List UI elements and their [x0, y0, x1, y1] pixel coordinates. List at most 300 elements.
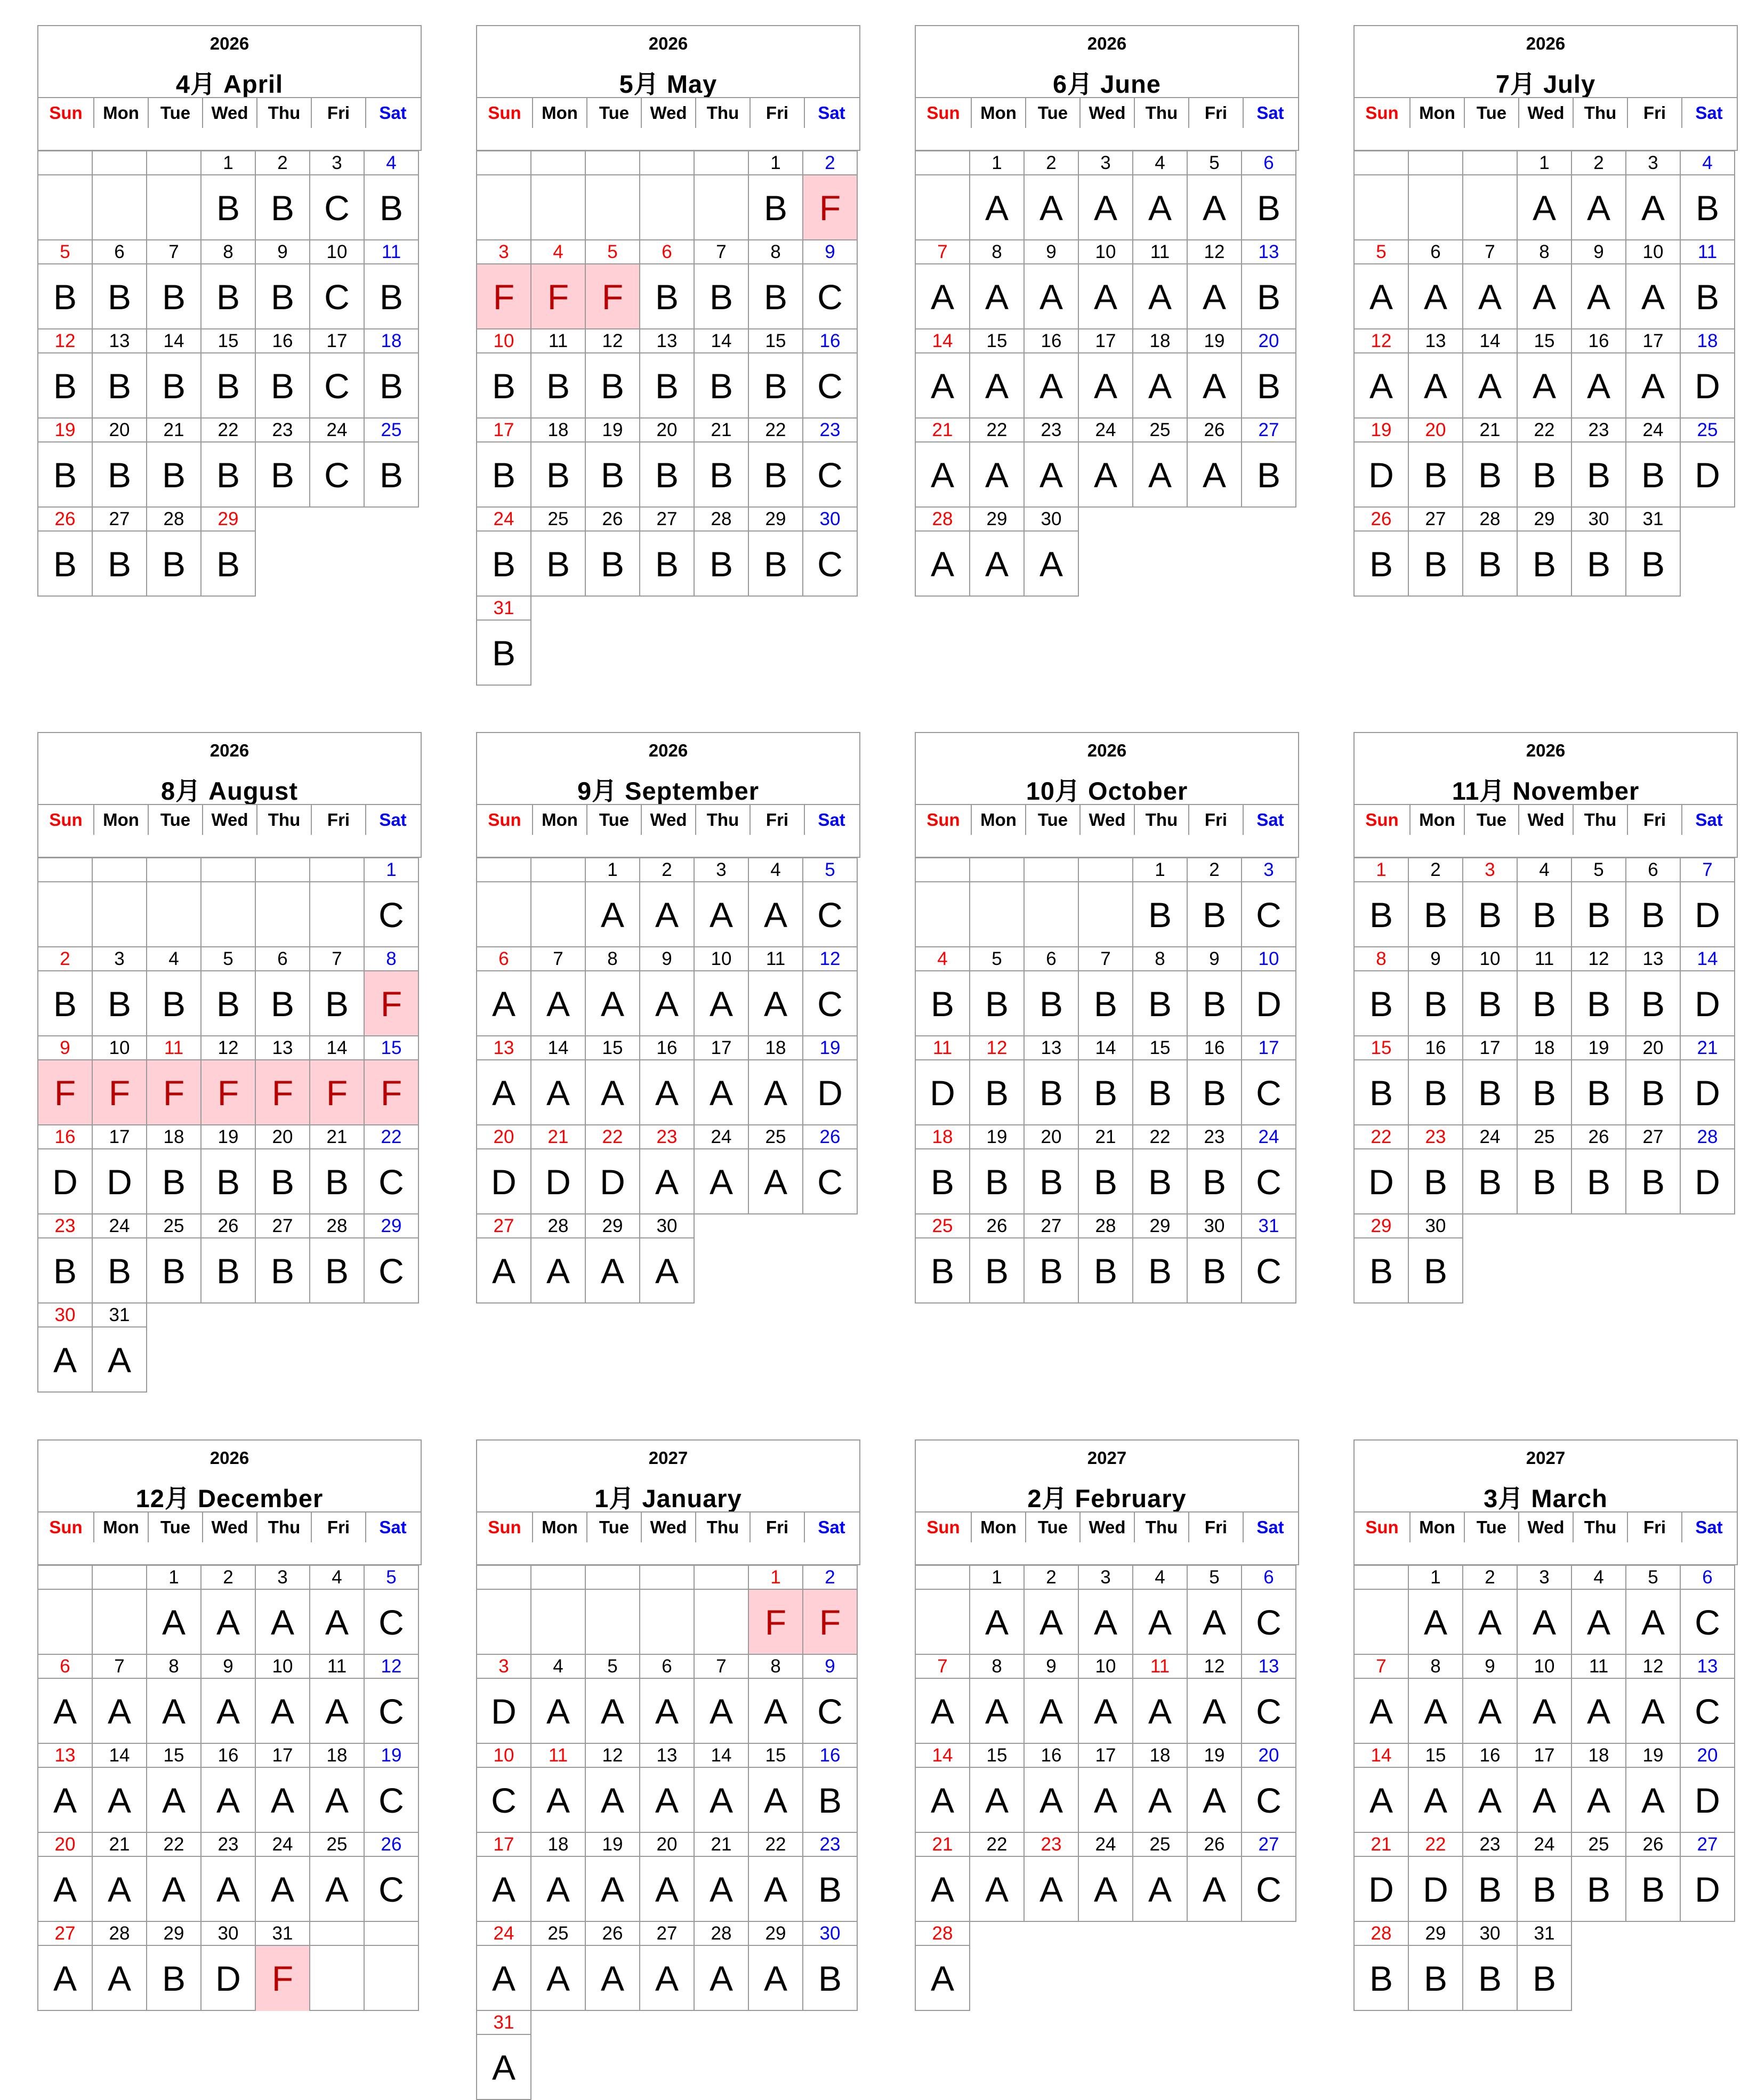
- weekday-wed: Wed: [202, 805, 256, 835]
- day-number: 25: [1681, 419, 1734, 442]
- schedule-code: [147, 882, 200, 947]
- schedule-code: B: [1478, 1959, 1502, 1998]
- day-cell: [92, 1743, 147, 1833]
- day-cell: [1132, 328, 1188, 419]
- schedule-code: B: [1423, 984, 1448, 1024]
- month-title: 12月 December: [135, 1484, 324, 1512]
- schedule-code: A: [491, 2048, 516, 2087]
- day-cell: [1078, 1124, 1133, 1214]
- schedule-code: A: [1641, 188, 1665, 228]
- day-number: 5: [803, 858, 857, 882]
- year-label: 2026: [1087, 34, 1127, 53]
- day-number: 26: [1188, 419, 1241, 442]
- schedule-code: D: [545, 1162, 571, 1202]
- day-number: 4: [749, 858, 802, 882]
- day-number: 22: [970, 1833, 1023, 1857]
- schedule-code: [93, 175, 146, 240]
- day-cell: [364, 1213, 419, 1304]
- day-cell: [530, 1921, 586, 2011]
- day-number: [1025, 858, 1078, 882]
- schedule-code: B: [1256, 188, 1281, 228]
- schedule-code: A: [491, 1959, 516, 1998]
- day-cell: [1625, 1124, 1681, 1214]
- day-cell: [1680, 1124, 1735, 1214]
- day-cell: [1680, 1743, 1735, 1833]
- weekday-tue: Tue: [586, 98, 641, 128]
- day-cell: [1625, 1832, 1681, 1922]
- day-number: 17: [1242, 1036, 1295, 1060]
- empty-cell: [200, 857, 256, 947]
- schedule-code: B: [325, 1251, 349, 1291]
- day-number: 17: [695, 1036, 748, 1060]
- day-cell: [200, 1035, 256, 1125]
- schedule-code: [531, 1590, 585, 1655]
- day-number: 9: [1572, 240, 1625, 264]
- schedule-code: B: [1641, 544, 1665, 584]
- day-number: 27: [1025, 1214, 1078, 1238]
- day-cell: [969, 417, 1025, 508]
- day-number: 3: [256, 1566, 309, 1590]
- schedule-code: B: [818, 1781, 842, 1820]
- day-number: 22: [202, 419, 255, 442]
- day-cell: [1023, 150, 1079, 240]
- schedule-code: C: [1256, 1251, 1282, 1291]
- day-number: 31: [1518, 1922, 1571, 1946]
- day-number: 10: [93, 1036, 146, 1060]
- schedule-code: C: [1256, 1781, 1282, 1820]
- month-header: [37, 25, 422, 151]
- schedule-code: C: [378, 1603, 404, 1642]
- day-cell: [694, 1743, 749, 1833]
- day-cell: [1353, 1654, 1409, 1744]
- schedule-code: A: [1093, 277, 1118, 317]
- day-number: 23: [803, 419, 857, 442]
- day-number: 22: [365, 1125, 418, 1149]
- day-number: 16: [38, 1125, 92, 1149]
- day-cell: [1680, 1035, 1735, 1125]
- weekday-thu: Thu: [1134, 805, 1188, 835]
- weekday-sun: Sun: [926, 1517, 960, 1537]
- day-number: 8: [1518, 240, 1571, 264]
- schedule-code: A: [53, 1340, 77, 1380]
- day-cell: [639, 1124, 695, 1214]
- schedule-code: A: [930, 1781, 955, 1820]
- schedule-code: [477, 882, 530, 947]
- day-number: 21: [147, 419, 200, 442]
- day-cell: [1241, 1832, 1296, 1922]
- day-number: 16: [1188, 1036, 1241, 1060]
- day-number: 19: [1355, 419, 1408, 442]
- month-title: 10月 October: [1026, 777, 1188, 805]
- schedule-code: A: [162, 1870, 186, 1909]
- weekday-sat: Sat: [365, 98, 420, 128]
- schedule-code: A: [1093, 1870, 1118, 1909]
- day-number: 27: [1409, 508, 1462, 532]
- schedule-code: A: [53, 1781, 77, 1820]
- month-header: [1353, 25, 1738, 151]
- day-number: 19: [1572, 1036, 1625, 1060]
- day-number: 14: [916, 1744, 969, 1768]
- weekday-mon: Mon: [971, 1512, 1025, 1542]
- schedule-code: C: [1256, 1162, 1282, 1202]
- schedule-code: F: [256, 1060, 309, 1125]
- schedule-code: A: [1641, 1692, 1665, 1731]
- schedule-code: A: [709, 1073, 734, 1113]
- day-number: 20: [1242, 329, 1295, 353]
- day-number: 1: [202, 151, 255, 175]
- day-cell: [802, 857, 858, 947]
- schedule-code: A: [1423, 1692, 1448, 1731]
- schedule-code: B: [818, 1959, 842, 1998]
- schedule-code: [1463, 175, 1517, 240]
- schedule-code: A: [985, 455, 1009, 495]
- day-number: 25: [1133, 419, 1187, 442]
- schedule-code: B: [1478, 984, 1502, 1024]
- day-cell: [802, 1921, 858, 2011]
- day-cell: [1187, 946, 1242, 1036]
- schedule-code: B: [1586, 455, 1611, 495]
- day-number: 11: [916, 1036, 969, 1060]
- schedule-code: B: [1369, 544, 1393, 584]
- day-cell: [694, 1832, 749, 1922]
- day-cell: [530, 1213, 586, 1304]
- schedule-code: A: [763, 1073, 788, 1113]
- schedule-code: C: [1256, 895, 1282, 935]
- empty-cell: [915, 150, 970, 240]
- day-cell: [200, 417, 256, 508]
- schedule-code: A: [491, 1251, 516, 1291]
- schedule-code: B: [379, 277, 404, 317]
- day-cell: [476, 1654, 531, 1744]
- day-cell: [1625, 417, 1681, 508]
- day-number: 7: [1355, 1655, 1408, 1679]
- day-number: 26: [970, 1214, 1023, 1238]
- day-number: 1: [970, 1566, 1023, 1590]
- schedule-code: B: [1369, 1251, 1393, 1291]
- day-cell: [37, 1124, 93, 1214]
- schedule-code: B: [709, 544, 734, 584]
- day-cell: [748, 239, 803, 329]
- day-number: 9: [1409, 947, 1462, 971]
- day-cell: [255, 1124, 310, 1214]
- day-cell: [1078, 1565, 1133, 1655]
- weekday-thu: Thu: [1573, 805, 1627, 835]
- weekday-sun: Sun: [926, 103, 960, 123]
- day-cell: [146, 1832, 202, 1922]
- empty-cell: [92, 857, 147, 947]
- day-number: 29: [749, 1922, 802, 1946]
- schedule-code: A: [53, 1959, 77, 1998]
- day-number: 22: [1409, 1833, 1462, 1857]
- schedule-code: A: [709, 895, 734, 935]
- weekday-sun: Sun: [488, 103, 521, 123]
- day-number: 15: [1409, 1744, 1462, 1768]
- day-cell: [915, 946, 970, 1036]
- schedule-code: A: [1039, 1603, 1063, 1642]
- day-cell: [1187, 328, 1242, 419]
- day-cell: [1132, 1035, 1188, 1125]
- schedule-code: B: [53, 544, 77, 584]
- schedule-code: A: [1532, 1692, 1557, 1731]
- day-number: 3: [477, 1655, 530, 1679]
- day-cell: [255, 1565, 310, 1655]
- day-number: 2: [803, 151, 857, 175]
- day-cell: [1023, 1124, 1079, 1214]
- schedule-code: B: [930, 984, 955, 1024]
- day-number: 30: [38, 1304, 92, 1327]
- weekday-sat: Sat: [1681, 805, 1736, 835]
- weekday-sat: Sat: [804, 1512, 858, 1542]
- day-cell: [802, 1565, 858, 1655]
- day-number: 1: [1355, 858, 1408, 882]
- day-number: 2: [1025, 1566, 1078, 1590]
- day-number: 10: [310, 240, 364, 264]
- day-number: 28: [310, 1214, 364, 1238]
- day-cell: [802, 1124, 858, 1214]
- weekday-mon: Mon: [93, 1512, 148, 1542]
- day-number: 4: [531, 1655, 585, 1679]
- schedule-code: C: [491, 1781, 517, 1820]
- schedule-code: B: [107, 277, 132, 317]
- day-number: 14: [916, 329, 969, 353]
- day-number: 24: [93, 1214, 146, 1238]
- day-number: 26: [1626, 1833, 1680, 1857]
- schedule-code: C: [817, 366, 843, 406]
- day-number: 13: [38, 1744, 92, 1768]
- schedule-code: A: [600, 895, 625, 935]
- schedule-code: A: [1202, 188, 1227, 228]
- day-number: 24: [1518, 1833, 1571, 1857]
- day-number: 22: [970, 419, 1023, 442]
- day-number: 25: [365, 419, 418, 442]
- schedule-code: B: [1423, 1073, 1448, 1113]
- day-number: 27: [1242, 419, 1295, 442]
- day-number: 2: [202, 1566, 255, 1590]
- day-number: 5: [1572, 858, 1625, 882]
- day-number: [93, 1566, 146, 1590]
- schedule-code: A: [1586, 277, 1611, 317]
- schedule-code: B: [763, 544, 788, 584]
- schedule-code: A: [1148, 1781, 1172, 1820]
- day-cell: [1353, 239, 1409, 329]
- day-cell: [476, 1832, 531, 1922]
- schedule-code: A: [930, 544, 955, 584]
- day-number: 30: [1463, 1922, 1517, 1946]
- day-number: 16: [1025, 1744, 1078, 1768]
- schedule-code: A: [1093, 366, 1118, 406]
- day-cell: [1462, 1921, 1518, 2011]
- year-label: 2026: [1526, 34, 1566, 53]
- day-number: 3: [477, 240, 530, 264]
- month-title: 6月 June: [1053, 70, 1161, 98]
- day-number: 27: [1242, 1833, 1295, 1857]
- day-number: 13: [1681, 1655, 1734, 1679]
- day-number: 1: [147, 1566, 200, 1590]
- day-number: 19: [38, 419, 92, 442]
- day-cell: [476, 239, 531, 329]
- weekday-sat: Sat: [365, 1512, 420, 1542]
- empty-cell: [530, 1565, 586, 1655]
- day-number: 12: [1188, 240, 1241, 264]
- schedule-code: C: [324, 455, 350, 495]
- schedule-code: D: [1368, 455, 1394, 495]
- day-cell: [1680, 946, 1735, 1036]
- day-cell: [530, 1654, 586, 1744]
- day-number: 11: [749, 947, 802, 971]
- day-number: [365, 1922, 418, 1946]
- schedule-code: D: [491, 1692, 517, 1731]
- day-number: 14: [531, 1036, 585, 1060]
- day-cell: [1571, 1035, 1626, 1125]
- day-number: 16: [256, 329, 309, 353]
- weekday-thu: Thu: [1134, 98, 1188, 128]
- day-cell: [969, 1832, 1025, 1922]
- empty-cell: [92, 150, 147, 240]
- day-cell: [1680, 239, 1735, 329]
- day-number: [477, 151, 530, 175]
- day-cell: [1462, 506, 1518, 597]
- day-number: 13: [1242, 240, 1295, 264]
- day-number: 10: [1079, 1655, 1132, 1679]
- schedule-code: B: [216, 1251, 240, 1291]
- schedule-code: [531, 175, 585, 240]
- weekday-sat: Sat: [1243, 98, 1297, 128]
- day-number: [1409, 151, 1462, 175]
- day-cell: [364, 150, 419, 240]
- day-number: [916, 1566, 969, 1590]
- day-number: 25: [1133, 1833, 1187, 1857]
- weekday-mon: Mon: [93, 98, 148, 128]
- weekday-tue: Tue: [1464, 1512, 1518, 1542]
- day-number: 12: [1626, 1655, 1680, 1679]
- schedule-code: A: [546, 1870, 570, 1909]
- day-number: 22: [586, 1125, 639, 1149]
- schedule-code: A: [1202, 455, 1227, 495]
- day-cell: [1132, 1743, 1188, 1833]
- schedule-code: A: [930, 277, 955, 317]
- day-cell: [37, 239, 93, 329]
- day-number: 27: [477, 1214, 530, 1238]
- day-cell: [1462, 417, 1518, 508]
- day-cell: [364, 857, 419, 947]
- empty-cell: [530, 150, 586, 240]
- day-number: 3: [1518, 1566, 1571, 1590]
- schedule-code: A: [1423, 1781, 1448, 1820]
- schedule-code: B: [107, 366, 132, 406]
- day-number: 19: [970, 1125, 1023, 1149]
- empty-cell: [585, 1565, 640, 1655]
- schedule-code: D: [1695, 1162, 1720, 1202]
- weekday-fri: Fri: [1627, 98, 1681, 128]
- day-cell: [200, 1654, 256, 1744]
- schedule-code: [1079, 882, 1132, 947]
- day-number: 14: [1681, 947, 1734, 971]
- day-cell: [1078, 239, 1133, 329]
- schedule-code: B: [1202, 1251, 1227, 1291]
- weekday-mon: Mon: [971, 805, 1025, 835]
- day-cell: [915, 1124, 970, 1214]
- weekday-sun: Sun: [1365, 810, 1399, 830]
- day-cell: [1353, 328, 1409, 419]
- day-number: 8: [749, 240, 802, 264]
- day-cell: [146, 328, 202, 419]
- year-label: 2027: [648, 1448, 688, 1468]
- weekday-sat: Sat: [1243, 805, 1297, 835]
- year-label: 2026: [1087, 741, 1127, 760]
- schedule-code: A: [216, 1781, 240, 1820]
- schedule-code: [477, 1590, 530, 1655]
- month-header: [915, 25, 1299, 151]
- day-number: [916, 858, 969, 882]
- day-cell: [1517, 1654, 1572, 1744]
- schedule-code: A: [546, 984, 570, 1024]
- day-number: 12: [586, 329, 639, 353]
- day-cell: [802, 239, 858, 329]
- schedule-code: C: [378, 1781, 404, 1820]
- month-title: 5月 May: [619, 70, 718, 98]
- day-number: [916, 151, 969, 175]
- schedule-code: B: [216, 544, 240, 584]
- weekday-tue: Tue: [586, 805, 641, 835]
- day-cell: [1132, 1832, 1188, 1922]
- schedule-code: B: [1369, 895, 1393, 935]
- schedule-code: C: [1256, 1870, 1282, 1909]
- day-number: [586, 1566, 639, 1590]
- day-cell: [92, 1921, 147, 2011]
- schedule-code: A: [325, 1692, 349, 1731]
- day-number: 6: [477, 947, 530, 971]
- schedule-code: B: [709, 366, 734, 406]
- day-cell: [92, 239, 147, 329]
- day-cell: [255, 328, 310, 419]
- day-cell: [146, 1921, 202, 2011]
- schedule-code: B: [270, 188, 295, 228]
- day-number: 22: [749, 419, 802, 442]
- day-cell: [255, 1035, 310, 1125]
- schedule-code: [93, 882, 146, 947]
- day-number: 6: [1681, 1566, 1734, 1590]
- schedule-code: B: [1478, 1870, 1502, 1909]
- day-cell: [1187, 1565, 1242, 1655]
- day-number: [202, 858, 255, 882]
- day-cell: [37, 1035, 93, 1125]
- day-number: 6: [640, 240, 694, 264]
- day-number: 22: [1518, 419, 1571, 442]
- day-cell: [802, 1832, 858, 1922]
- day-cell: [200, 328, 256, 419]
- day-cell: [1353, 1124, 1409, 1214]
- day-cell: [255, 150, 310, 240]
- schedule-code: A: [1478, 366, 1502, 406]
- day-number: 2: [38, 947, 92, 971]
- schedule-code: B: [216, 366, 240, 406]
- schedule-code: A: [655, 1959, 679, 1998]
- day-number: 20: [1409, 419, 1462, 442]
- schedule-code: D: [1695, 984, 1720, 1024]
- day-number: 26: [1188, 1833, 1241, 1857]
- schedule-code: F: [202, 1060, 255, 1125]
- day-cell: [37, 328, 93, 419]
- day-number: 16: [803, 1744, 857, 1768]
- weekday-mon: Mon: [532, 805, 586, 835]
- schedule-code: A: [491, 1870, 516, 1909]
- day-number: 16: [1463, 1744, 1517, 1768]
- year-label: 2026: [1526, 741, 1566, 760]
- schedule-code: B: [1641, 455, 1665, 495]
- day-cell: [585, 1921, 640, 2011]
- schedule-code: A: [655, 1073, 679, 1113]
- weekday-sat: Sat: [1681, 1512, 1736, 1542]
